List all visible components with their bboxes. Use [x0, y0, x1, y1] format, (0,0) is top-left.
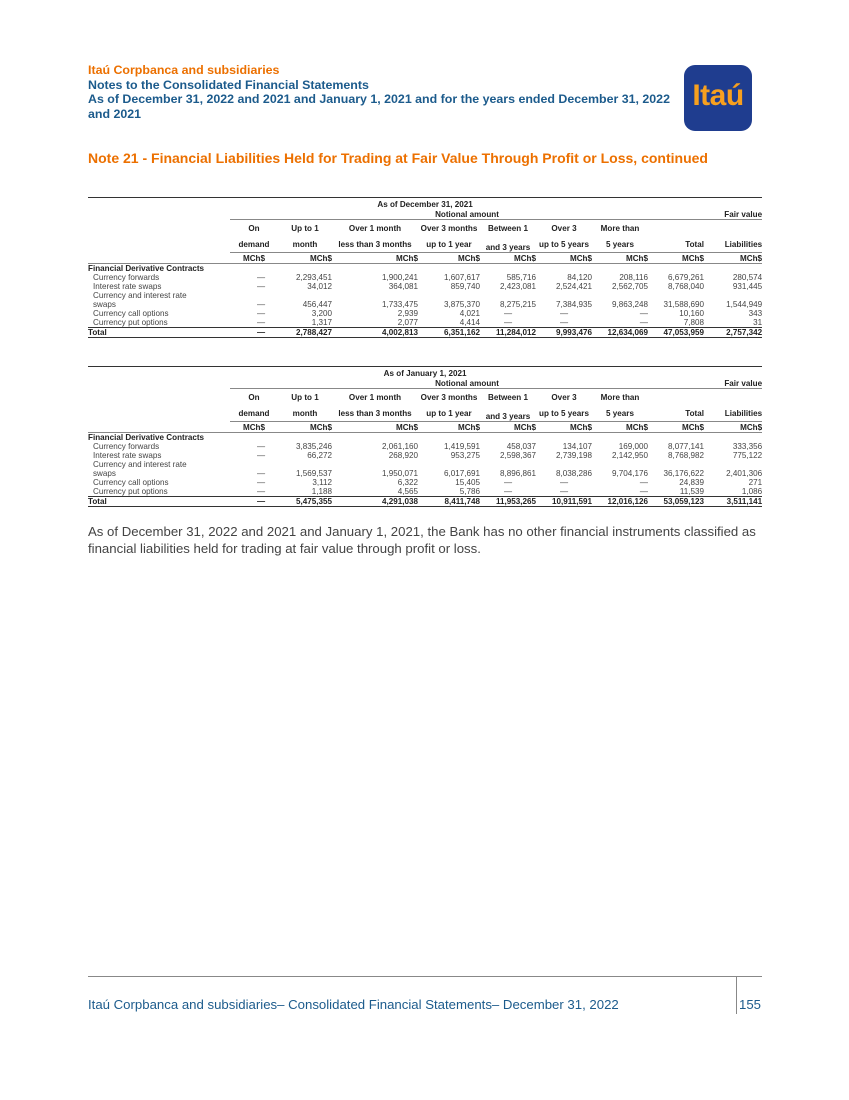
col-header: Up to 1 [291, 223, 319, 233]
col-header: less than 3 months [338, 408, 412, 418]
col-header: demand [238, 239, 270, 249]
unit-label: MCh$ [592, 253, 648, 264]
table-row: Currency forwards — 2,293,451 1,900,241 1,607,617 585,716 84,120 208,116 6,679,261 280,574 [93, 273, 763, 282]
table-row: Currency call options — 3,112 6,322 15,405 — — — 24,839 271 [93, 478, 763, 487]
col-header: More than [600, 392, 640, 402]
col-header: Between 1 [487, 392, 529, 402]
note-title: Note 21 - Financial Liabilities Held for Trading at Fair Value Through Profit or Loss, continued [88, 150, 708, 166]
unit-label: MCh$ [704, 253, 762, 264]
table-row: Currency call options — 3,200 2,939 4,021 — — — 10,160 343 [93, 309, 763, 318]
company-name: Itaú Corpbanca and subsidiaries [88, 63, 280, 77]
unit-label: MCh$ [704, 422, 762, 433]
col-header: month [292, 239, 318, 249]
col-header: On [248, 392, 260, 402]
itau-logo [684, 65, 752, 131]
total-row: Total — 5,475,355 4,291,038 8,411,748 11,953,265 10,911,591 12,016,126 53,059,123 3,511,141 [88, 497, 763, 506]
col-header: Liabilities [724, 239, 763, 249]
fair-value-header: Fair value [704, 378, 762, 389]
category-label: Financial Derivative Contracts [88, 433, 205, 442]
unit-label: MCh$ [418, 253, 480, 264]
col-header: up to 1 year [426, 239, 472, 249]
col-header: Liabilities [724, 408, 763, 418]
unit-label: MCh$ [278, 422, 332, 433]
footer-separator [736, 976, 737, 1014]
col-header: Over 3 months [420, 392, 478, 402]
notional-amount-header: Notional amount [230, 209, 704, 220]
table-row: Currency put options — 1,317 2,077 4,414 — — — 7,808 31 [93, 318, 763, 327]
notional-amount-header: Notional amount [230, 378, 704, 389]
table-row: Currency put options — 1,188 4,565 5,786 — — — 11,539 1,086 [93, 487, 763, 496]
table-row: swaps — 1,569,537 1,950,071 6,017,691 8,896,861 8,038,286 9,704,176 36,176,622 2,401,306 [93, 469, 763, 478]
unit-label: MCh$ [230, 422, 278, 433]
col-header: month [292, 408, 318, 418]
page-number: 155 [739, 997, 762, 1012]
col-header: up to 5 years [539, 239, 589, 249]
col-header: Up to 1 [291, 392, 319, 402]
table-row: Currency and interest rate [93, 291, 187, 300]
unit-label: MCh$ [230, 253, 278, 264]
logo-text: Itaú [692, 79, 744, 112]
col-header: On [248, 223, 260, 233]
unit-label: MCh$ [648, 253, 704, 264]
category-label: Financial Derivative Contracts [88, 264, 205, 273]
col-header: Over 1 month [348, 392, 402, 402]
col-header: Over 3 [551, 223, 577, 233]
unit-label: MCh$ [278, 253, 332, 264]
unit-label: MCh$ [480, 253, 536, 264]
col-header: 5 years [606, 408, 634, 418]
unit-label: MCh$ [332, 422, 418, 433]
unit-label: MCh$ [418, 422, 480, 433]
footer-divider [88, 976, 762, 977]
unit-label: MCh$ [480, 422, 536, 433]
col-header: Over 3 [551, 392, 577, 402]
unit-label: MCh$ [592, 422, 648, 433]
report-subtitle: Notes to the Consolidated Financial Statements [88, 77, 369, 92]
col-header: Over 1 month [348, 223, 402, 233]
col-header: less than 3 months [338, 239, 412, 249]
col-header: Total [685, 239, 704, 249]
page-header [88, 63, 688, 121]
col-header: Over 3 months [420, 223, 478, 233]
derivatives-table-2021 [88, 197, 762, 338]
report-period: As of December 31, 2022 and 2021 and January 1, 2021 and for the years ended December 31, 2022 and 2021 [88, 92, 670, 121]
table-row: Currency forwards — 3,835,246 2,061,160 1,419,591 458,037 134,107 169,000 8,077,141 333,356 [93, 442, 763, 451]
col-header: demand [238, 408, 270, 418]
col-header: 5 years [606, 239, 634, 249]
col-header: Between 1 [487, 223, 529, 233]
col-header: Total [685, 408, 704, 418]
table-row: Interest rate swaps — 34,012 364,081 859,740 2,423,081 2,524,421 2,562,705 8,768,040 931,445 [93, 282, 763, 291]
col-header: and 3 years [485, 412, 531, 421]
table-period: As of December 31, 2021 [88, 198, 762, 210]
col-header: up to 1 year [426, 408, 472, 418]
table-row: swaps — 456,447 1,733,475 3,875,370 8,275,215 7,384,935 9,863,248 31,588,690 1,544,949 [93, 300, 763, 309]
note-paragraph: As of December 31, 2022 and 2021 and January 1, 2021, the Bank has no other financial instruments classified as financial liabilities held for trading at fair value through profit or loss. [88, 524, 756, 556]
unit-label: MCh$ [332, 253, 418, 264]
table-row: Interest rate swaps — 66,272 268,920 953,275 2,598,367 2,739,198 2,142,950 8,768,982 775,122 [93, 451, 763, 460]
fair-value-header: Fair value [704, 209, 762, 220]
table-period: As of January 1, 2021 [88, 367, 762, 379]
total-row: Total — 2,788,427 4,002,813 6,351,162 11,284,012 9,993,476 12,634,069 47,053,959 2,757,342 [88, 328, 763, 337]
unit-label: MCh$ [536, 253, 592, 264]
col-header: More than [600, 223, 640, 233]
unit-label: MCh$ [648, 422, 704, 433]
col-header: up to 5 years [539, 408, 589, 418]
col-header: and 3 years [485, 243, 531, 252]
derivatives-table-jan-2021 [88, 366, 762, 507]
footer-text: Itaú Corpbanca and subsidiaries– Consolidated Financial Statements– December 31, 2022 [88, 997, 619, 1012]
unit-label: MCh$ [536, 422, 592, 433]
table-row: Currency and interest rate [93, 460, 187, 469]
